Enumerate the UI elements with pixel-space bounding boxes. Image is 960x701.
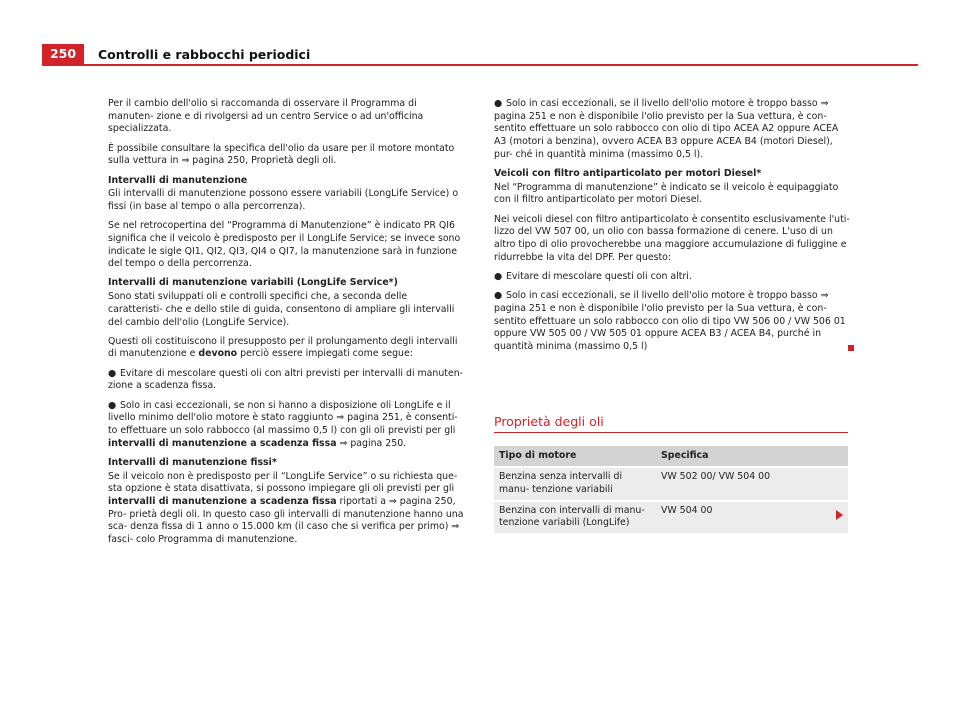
paragraph xyxy=(108,471,464,547)
table-row xyxy=(494,467,848,501)
page-number: 250 xyxy=(42,44,84,64)
paragraph: È possibile consultare la specifica dell'olio da usare per il motore montato sulla vettura in ⇒ pagina 250, Proprietà degli oli. xyxy=(108,142,455,167)
bullet-icon: ● xyxy=(494,290,503,302)
table-cell: VW 504 00 xyxy=(656,501,848,534)
subheading: Intervalli di manutenzione fissi* xyxy=(108,456,277,468)
text-run: Questi oli costituiscono il presupposto per il prolungamento degli intervalli di manutenzione e xyxy=(108,335,458,360)
section-title: Proprietà degli oli xyxy=(494,414,604,429)
subheading: Veicoli con filtro antiparticolato per motori Diesel* xyxy=(494,168,762,180)
paragraph: Nei veicoli diesel con filtro antiparticolato è consentito esclusivamente l'uti- lizzo del VW 507 00, un olio con bassa formazione di cenere. L'uso di un altro tipo di olio provocherebbe una maggiore accumulazione di fuliggine e ridurrebbe la vita del DPF. Per questo: xyxy=(494,213,850,263)
table-header-row xyxy=(494,446,848,467)
emphasis: intervalli di manutenzione a scadenza fissa xyxy=(108,495,337,507)
paragraph xyxy=(108,336,464,361)
chapter-title: Controlli e rabbocchi periodici xyxy=(98,47,311,62)
text-run: perciò essere impiegati come segue: xyxy=(237,348,413,360)
end-of-section-icon xyxy=(848,345,854,351)
subheading: Intervalli di manutenzione xyxy=(108,174,248,186)
text-run: Solo in casi eccezionali, se non si hanno a disposizione oli LongLife e il livello minimo dell'olio motore è stato raggiunto ⇒ pagina 251, è consenti- to effettuare un solo rabbocco (al massimo 0,5 l) con gli oli previsti per gli xyxy=(108,399,458,436)
paragraph: Sono stati sviluppati oli e controlli specifici che, a seconda delle caratteristi- che e dello stile di guida, consentono di ampliare gli intervalli del cambio dell'olio (LongLife Service). xyxy=(108,291,455,328)
table-cell: Benzina senza intervalli di manu- tenzione variabili xyxy=(494,467,656,501)
emphasis: devono xyxy=(198,348,238,360)
header-divider xyxy=(42,64,918,66)
list-item-text: Solo in casi eccezionali, se il livello dell'olio motore è troppo basso ⇒ pagina 251 e non è disponibile l'olio previsto per la Sua vettura, è con- sentito effettuare un solo rabbocco con olio di tipo ACEA A2 oppure ACEA A3 (motori a benzina), ovvero ACEA B3 oppure ACEA B4 (motori Diesel), pur- ché in quantità minima (massimo 0,5 l). xyxy=(494,98,839,160)
list-item xyxy=(494,290,850,354)
text-run: riportati a ⇒ pagina 250, Pro- prietà degli oli. In questo caso gli intervalli di manutenzione hanno una sca- denza fissa di 1 anno o 15.000 km (il caso che si verifica per primo) ⇒ fasci- colo Programma di manutenzione. xyxy=(108,495,464,546)
paragraph: Nel “Programma di manutenzione” è indicato se il veicolo è equipaggiato con il filtro antiparticolato per motori Diesel. xyxy=(494,181,839,206)
list-item xyxy=(108,368,464,393)
paragraph: Gli intervalli di manutenzione possono essere variabili (LongLife Service) o fissi (in base al tempo o alla percorrenza). xyxy=(108,188,459,212)
table-cell: Benzina con intervalli di manu- tenzione variabili (LongLife) xyxy=(494,501,656,534)
list-item xyxy=(108,400,464,451)
column-header: Specifica xyxy=(656,446,848,467)
right-column xyxy=(494,98,850,360)
subheading: Intervalli di manutenzione variabili (LongLife Service*) xyxy=(108,277,398,289)
list-item xyxy=(494,98,850,162)
list-item xyxy=(494,271,850,284)
paragraph: Per il cambio dell'olio si raccomanda di osservare il Programma di manuten- zione e di rivolgersi ad un centro Service o ad un'officina specializzata. xyxy=(108,98,424,135)
emphasis: intervalli di manutenzione a scadenza fissa xyxy=(108,437,337,449)
column-header: Tipo di motore xyxy=(494,446,656,467)
table-row xyxy=(494,501,848,534)
page-header xyxy=(0,0,960,66)
section-divider xyxy=(494,432,848,433)
left-column xyxy=(108,98,464,553)
paragraph: Se nel retrocopertina del “Programma di Manutenzione” è indicato PR QI6 significa che il veicolo è predisposto per il LongLife Service; se invece sono indicate le sigle QI1, QI2, QI3, QI4 o QI7, la manutenzione sarà in funzione del tempo o della percorrenza. xyxy=(108,220,461,270)
continue-arrow-icon xyxy=(836,510,843,520)
text-run: ⇒ pagina 250. xyxy=(336,437,407,449)
text-run: Se il veicolo non è predisposto per il “LongLife Service” o su richiesta que- sta opzione è stata disattivata, si possono impiegare gli oli previsti per gli xyxy=(108,470,458,495)
bullet-icon: ● xyxy=(108,367,117,379)
bullet-icon: ● xyxy=(494,270,503,282)
oil-spec-table xyxy=(494,446,848,533)
list-item-text: Solo in casi eccezionali, se il livello dell'olio motore è troppo basso ⇒ pagina 251 e non è disponibile l'olio previsto per la Sua vettura, è con- sentito effettuare un solo rabbocco con olio di tipo VW 506 00 / VW 506 01 oppure VW 505 00 / VW 505 01 oppure ACEA B3 / ACEA B4, purché in quantità minima (massimo 0,5 l) xyxy=(494,290,846,352)
list-item-text: Evitare di mescolare questi oli con altri. xyxy=(506,270,692,282)
bullet-icon: ● xyxy=(108,399,117,411)
list-item-text: Evitare di mescolare questi oli con altri previsti per intervalli di manuten- zione a scadenza fissa. xyxy=(108,367,464,392)
bullet-icon: ● xyxy=(494,98,503,109)
table-cell: VW 502 00/ VW 504 00 xyxy=(656,467,848,501)
